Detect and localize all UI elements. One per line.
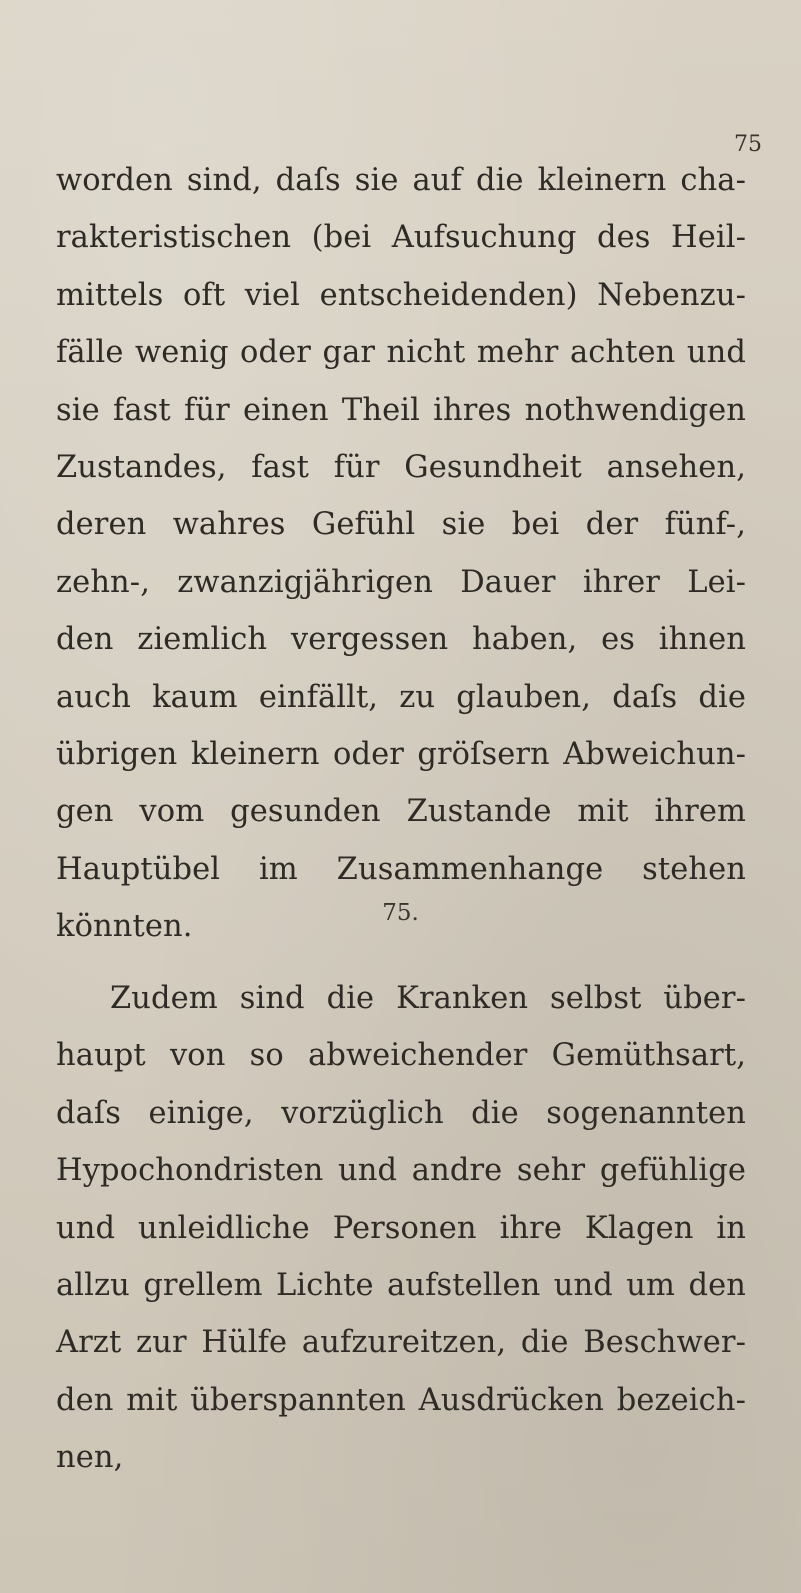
text-line: und unleidliche Personen ihre Klagen in bbox=[56, 1210, 746, 1246]
text-line: haupt von so abweichender Gemüthsart, bbox=[56, 1038, 746, 1074]
text-line: worden sind, daſs sie auf die kleinern cha- bbox=[56, 163, 746, 198]
text-line: Hauptübel im Zusammenhange stehen bbox=[56, 851, 746, 887]
text-line: Zustandes, fast für Gesundheit ansehen, bbox=[56, 449, 746, 485]
text-line: zehn-, zwanzigjährigen Dauer ihrer Lei- bbox=[56, 564, 746, 600]
text-line: allzu grellem Lichte aufstellen und um den bbox=[56, 1267, 746, 1303]
text-line: sie fast für einen Theil ihres nothwendigen bbox=[56, 392, 746, 428]
text-line: Hypochondristen und andre sehr gefühlige bbox=[56, 1153, 746, 1189]
section-number: 75. bbox=[382, 900, 419, 926]
text-line: den ziemlich vergessen haben, es ihnen bbox=[56, 622, 746, 658]
text-line: gen vom gesunden Zustande mit ihrem bbox=[56, 794, 746, 830]
text-line: rakteristischen (bei Aufsuchung des Heil- bbox=[56, 220, 746, 256]
text-line: daſs einige, vorzüglich die sogenannten bbox=[56, 1095, 746, 1131]
text-line: mittels oft viel entscheidenden) Nebenzu- bbox=[56, 277, 746, 313]
text-line: Arzt zur Hülfe aufzureitzen, die Beschwer- bbox=[56, 1325, 746, 1361]
paragraph-75 bbox=[56, 970, 746, 1487]
text-line: könnten. bbox=[56, 909, 193, 945]
text-line: den mit überspannten Ausdrücken bezeich- bbox=[56, 1382, 746, 1418]
text-line: Zudem sind die Kranken selbst über- bbox=[110, 981, 746, 1016]
text-line: auch kaum einfällt, zu glauben, daſs die bbox=[56, 679, 746, 715]
paragraph-74-continued bbox=[56, 152, 746, 955]
text-line: fälle wenig oder gar nicht mehr achten und bbox=[56, 335, 746, 371]
text-line: deren wahres Gefühl sie bei der fünf-, bbox=[56, 507, 746, 543]
text-line: übrigen kleinern oder gröſsern Abweichun- bbox=[56, 736, 746, 772]
text-line: nen, bbox=[56, 1440, 124, 1476]
page-number: 75 bbox=[734, 132, 762, 157]
